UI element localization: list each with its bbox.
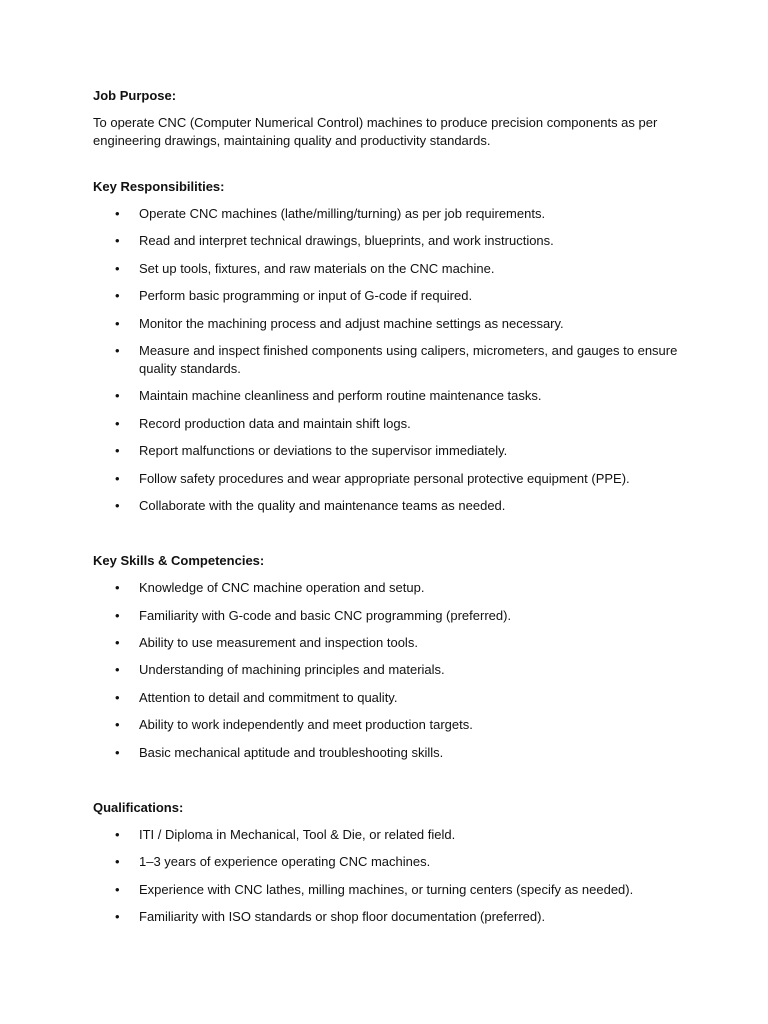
list-item: [93, 881, 689, 899]
list-item: [93, 607, 689, 625]
list-item: [93, 205, 689, 223]
list-item: [93, 579, 689, 597]
bullet-icon: •: [115, 342, 120, 358]
bullet-icon: •: [115, 388, 120, 404]
bullet-icon: •: [115, 288, 120, 304]
bullet-icon: •: [115, 662, 120, 678]
job-purpose-heading: Job Purpose:: [93, 88, 177, 103]
list-item-text: Ability to use measurement and inspection tools.: [139, 635, 418, 651]
list-item-text: Understanding of machining principles and materials.: [139, 662, 445, 678]
bullet-icon: •: [115, 206, 120, 221]
bullet-icon: •: [115, 315, 120, 331]
bullet-icon: •: [115, 260, 120, 276]
list-item: [93, 315, 689, 333]
bullet-icon: •: [115, 470, 120, 486]
list-item-text: Measure and inspect finished components using calipers, micrometers, and gauges to ensure quality standards.: [139, 342, 678, 376]
list-item: [93, 415, 689, 433]
bullet-icon: •: [115, 744, 120, 760]
section-spacer: [93, 524, 688, 552]
list-item-text: ITI / Diploma in Mechanical, Tool & Die, or related field.: [139, 827, 456, 843]
list-item: [93, 853, 689, 871]
list-item: [93, 442, 689, 460]
list-item: [93, 497, 689, 515]
bullet-icon: •: [115, 854, 120, 870]
list-item: [93, 689, 689, 707]
qualifications-section: [93, 799, 688, 926]
list-item-text: Operate CNC machines (lathe/milling/turning) as per job requirements.: [139, 206, 546, 221]
list-item-text: 1–3 years of experience operating CNC machines.: [139, 854, 431, 870]
list-item: [93, 744, 689, 762]
list-item: [93, 716, 689, 734]
list-item: [93, 470, 689, 488]
list-item: [93, 634, 689, 652]
list-item: [93, 232, 689, 250]
job-purpose-text: To operate CNC (Computer Numerical Control) machines to produce precision components as per engineering drawings, maintaining quality and productivity standards.: [93, 115, 658, 148]
bullet-icon: •: [115, 827, 120, 843]
bullet-icon: •: [115, 443, 120, 459]
list-item-text: Record production data and maintain shift logs.: [139, 415, 411, 431]
list-item-text: Experience with CNC lathes, milling machines, or turning centers (specify as needed).: [139, 881, 634, 897]
bullet-icon: •: [115, 607, 120, 623]
list-item: [93, 342, 689, 378]
list-item-text: Knowledge of CNC machine operation and setup.: [139, 580, 425, 596]
section-spacer: [93, 150, 688, 178]
responsibilities-section: [93, 178, 688, 515]
bullet-icon: •: [115, 635, 120, 651]
qualifications-list: [93, 826, 688, 926]
list-item: [93, 908, 689, 926]
bullet-icon: •: [115, 881, 120, 897]
list-item-text: Monitor the machining process and adjust machine settings as necessary.: [139, 315, 564, 331]
skills-section: [93, 552, 688, 761]
list-item-text: Collaborate with the quality and maintenance teams as needed.: [139, 497, 506, 513]
list-item-text: Set up tools, fixtures, and raw materials on the CNC machine.: [139, 260, 495, 276]
job-purpose-section: [93, 87, 688, 150]
bullet-icon: •: [115, 233, 120, 249]
list-item-text: Perform basic programming or input of G-code if required.: [139, 288, 473, 304]
list-item: [93, 260, 689, 278]
list-item: [93, 387, 689, 405]
list-item-text: Ability to work independently and meet production targets.: [139, 717, 473, 733]
list-item-text: Follow safety procedures and wear appropriate personal protective equipment (PPE).: [139, 470, 630, 486]
list-item-text: Familiarity with ISO standards or shop floor documentation (preferred).: [139, 909, 546, 925]
list-item-text: Familiarity with G-code and basic CNC programming (preferred).: [139, 607, 512, 623]
responsibilities-heading: Key Responsibilities:: [93, 179, 225, 194]
list-item: [93, 287, 689, 305]
section-spacer: [93, 771, 688, 799]
list-item-text: Read and interpret technical drawings, blueprints, and work instructions.: [139, 233, 554, 249]
bullet-icon: •: [115, 909, 120, 925]
bullet-icon: •: [115, 717, 120, 733]
skills-heading: Key Skills & Competencies:: [93, 553, 265, 569]
qualifications-heading: Qualifications:: [93, 800, 184, 816]
bullet-icon: •: [115, 497, 120, 513]
skills-list: [93, 579, 688, 761]
list-item-text: Maintain machine cleanliness and perform routine maintenance tasks.: [139, 388, 542, 404]
list-item-text: Attention to detail and commitment to quality.: [139, 689, 398, 705]
bullet-icon: •: [115, 580, 120, 596]
responsibilities-list: [93, 205, 688, 515]
list-item: [93, 661, 689, 679]
bullet-icon: •: [115, 415, 120, 431]
list-item-text: Report malfunctions or deviations to the supervisor immediately.: [139, 443, 508, 459]
bullet-icon: •: [115, 689, 120, 705]
list-item-text: Basic mechanical aptitude and troubleshooting skills.: [139, 744, 444, 760]
list-item: [93, 826, 689, 844]
